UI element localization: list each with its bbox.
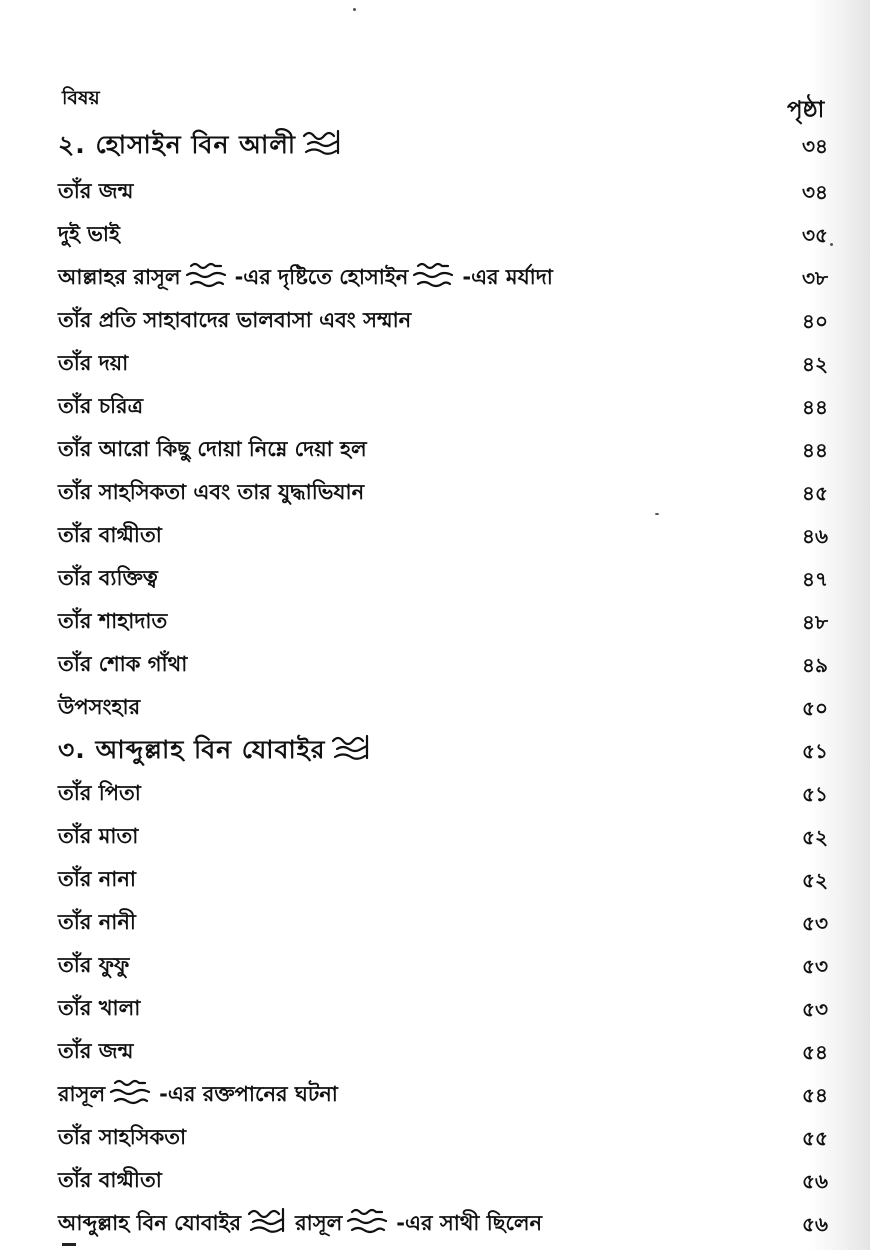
toc-section-heading[interactable] (58, 731, 828, 771)
toc-entry[interactable] (58, 344, 828, 384)
toc-entry-title: তাঁর খালা (58, 995, 141, 1020)
toc-entry[interactable] (58, 1032, 828, 1072)
toc-page-number: ৩৮ (802, 266, 828, 290)
toc-entry[interactable] (58, 1161, 828, 1201)
toc-page-number: ৫৪ (802, 1040, 828, 1064)
toc-entry-title-part: -এর সাথী ছিলেন (396, 1210, 543, 1235)
toc-entry-title-part: আল্লাহর রাসূল (58, 264, 181, 289)
toc-entry[interactable] (58, 516, 828, 556)
toc-entry[interactable] (58, 817, 828, 857)
next-line-fragment (62, 1243, 76, 1252)
toc-entry-title: তাঁর চরিত্র (58, 393, 144, 418)
toc-entry[interactable] (58, 387, 828, 427)
toc-entry[interactable] (58, 172, 828, 212)
toc-page-number: ৫১ (802, 782, 828, 806)
toc-entry-title: তাঁর শোক গাঁথা (58, 651, 188, 676)
sallallahu-alaihi-wasallam-calligraphy (183, 260, 233, 290)
toc-entry-title: তাঁর পিতা (58, 780, 141, 805)
toc-page-number: ৪৯ (802, 653, 828, 677)
radiallahu-anhu-calligraphy (298, 128, 348, 158)
toc-entry-title: দুই ভাই (58, 221, 120, 246)
toc-entry[interactable] (58, 215, 828, 255)
toc-section-heading[interactable] (58, 126, 828, 166)
toc-entry-title: তাঁর সাহসিকতা (58, 1124, 187, 1149)
toc-entry-title: তাঁর বাগ্মীতা (58, 1167, 162, 1192)
toc-entry[interactable] (58, 559, 828, 599)
toc-entry-title: তাঁর নানী (58, 909, 136, 934)
toc-page-number: ৪২ (802, 352, 828, 376)
toc-page-number: ৪০ (802, 309, 828, 333)
toc-entry-title: তাঁর আরো কিছু দোয়া নিম্নে দেয়া হল (58, 436, 367, 461)
toc-page-number: ৩৪ (802, 180, 828, 204)
toc-page-number: ৪৫ (802, 481, 828, 505)
toc-entry[interactable] (58, 602, 828, 642)
toc-entry[interactable] (58, 258, 828, 298)
toc-entry[interactable] (58, 989, 828, 1029)
toc-page-number: ৪৭ (802, 567, 828, 591)
toc-entry-title: তাঁর ব্যক্তিত্ব (58, 565, 158, 590)
toc-entry-title: ২. হোসাইন বিন আলী (58, 129, 297, 159)
toc-entry[interactable] (58, 946, 828, 986)
toc-entry-title: তাঁর প্রতি সাহাবাদের ভালবাসা এবং সম্মান (58, 307, 412, 332)
toc-entry-title: তাঁর শাহাদাত (58, 608, 168, 633)
toc-page-number: ৩৪ (802, 134, 828, 158)
toc-entry[interactable] (58, 1118, 828, 1158)
toc-page-number: ৪৪ (802, 395, 828, 419)
toc-entry[interactable] (58, 903, 828, 943)
toc-entry[interactable] (58, 645, 828, 685)
toc-entry-title: তাঁর দয়া (58, 350, 129, 375)
toc-page-number: ৪৮ (802, 610, 828, 634)
toc-entry-title-part: রাসূল (295, 1210, 343, 1235)
toc-page-number: ৫৬ (802, 1212, 828, 1236)
toc-entry[interactable] (58, 1075, 828, 1115)
radiallahu-anhu-calligraphy (327, 733, 377, 763)
page-column-header: পৃষ্ঠা (787, 97, 825, 123)
toc-entry-title: ৩. আব্দুল্লাহ বিন যোবাইর (58, 734, 326, 764)
toc-entry[interactable] (58, 430, 828, 470)
toc-page-number: ৪৪ (802, 438, 828, 462)
toc-entry[interactable] (58, 774, 828, 814)
toc-entry-title-part: -এর দৃষ্টিতে হোসাইন (234, 264, 409, 289)
radiallahu-anhu-calligraphy (243, 1206, 293, 1236)
topic-column-header: বিষয় (62, 87, 100, 109)
toc-page-number: ৫৪ (802, 1083, 828, 1107)
toc-entry-title-part: আব্দুল্লাহ বিন যোবাইর (58, 1210, 242, 1235)
toc-entry[interactable] (58, 473, 828, 513)
toc-page-number: ৫৬ (802, 1169, 828, 1193)
toc-page-number: ৫২ (802, 868, 828, 892)
toc-entry-title: তাঁর মাতা (58, 823, 139, 848)
toc-page-number: ৫০ (802, 696, 828, 720)
toc-entry[interactable] (58, 301, 828, 341)
toc-entry-title: তাঁর ফুফু (58, 952, 130, 977)
toc-page-number: ৫১ (802, 739, 828, 763)
sallallahu-alaihi-wasallam-calligraphy (107, 1077, 157, 1107)
toc-entry-title-part: -এর মর্যাদা (462, 264, 553, 289)
sallallahu-alaihi-wasallam-calligraphy (344, 1206, 394, 1236)
toc-entry-title: তাঁর জন্ম (58, 178, 134, 203)
toc-page-number: ৪৬ (802, 524, 828, 548)
sallallahu-alaihi-wasallam-calligraphy (410, 260, 460, 290)
toc-page-number: ৫৩ (802, 954, 828, 978)
toc-entry-title: তাঁর নানা (58, 866, 136, 891)
toc-entry-title: তাঁর সাহসিকতা এবং তার যুদ্ধাভিযান (58, 479, 365, 504)
toc-entry[interactable] (58, 688, 828, 728)
toc-entry-title-part: -এর রক্তপানের ঘটনা (159, 1081, 338, 1106)
toc-entry-title: তাঁর বাগ্মীতা (58, 522, 162, 547)
toc-entry-title: তাঁর জন্ম (58, 1038, 134, 1063)
toc-entry[interactable] (58, 1204, 828, 1244)
toc-page-number: ৫৩ (802, 911, 828, 935)
toc-page-number: ৫৫ (802, 1126, 828, 1150)
toc-entry-title-part: রাসূল (58, 1081, 106, 1106)
toc-page-number: ৫২ (802, 825, 828, 849)
toc-entry-title: উপসংহার (58, 694, 141, 719)
toc-entry[interactable] (58, 860, 828, 900)
toc-page-number: ৫৩ (802, 997, 828, 1021)
toc-page-number: ৩৫ (802, 223, 828, 247)
